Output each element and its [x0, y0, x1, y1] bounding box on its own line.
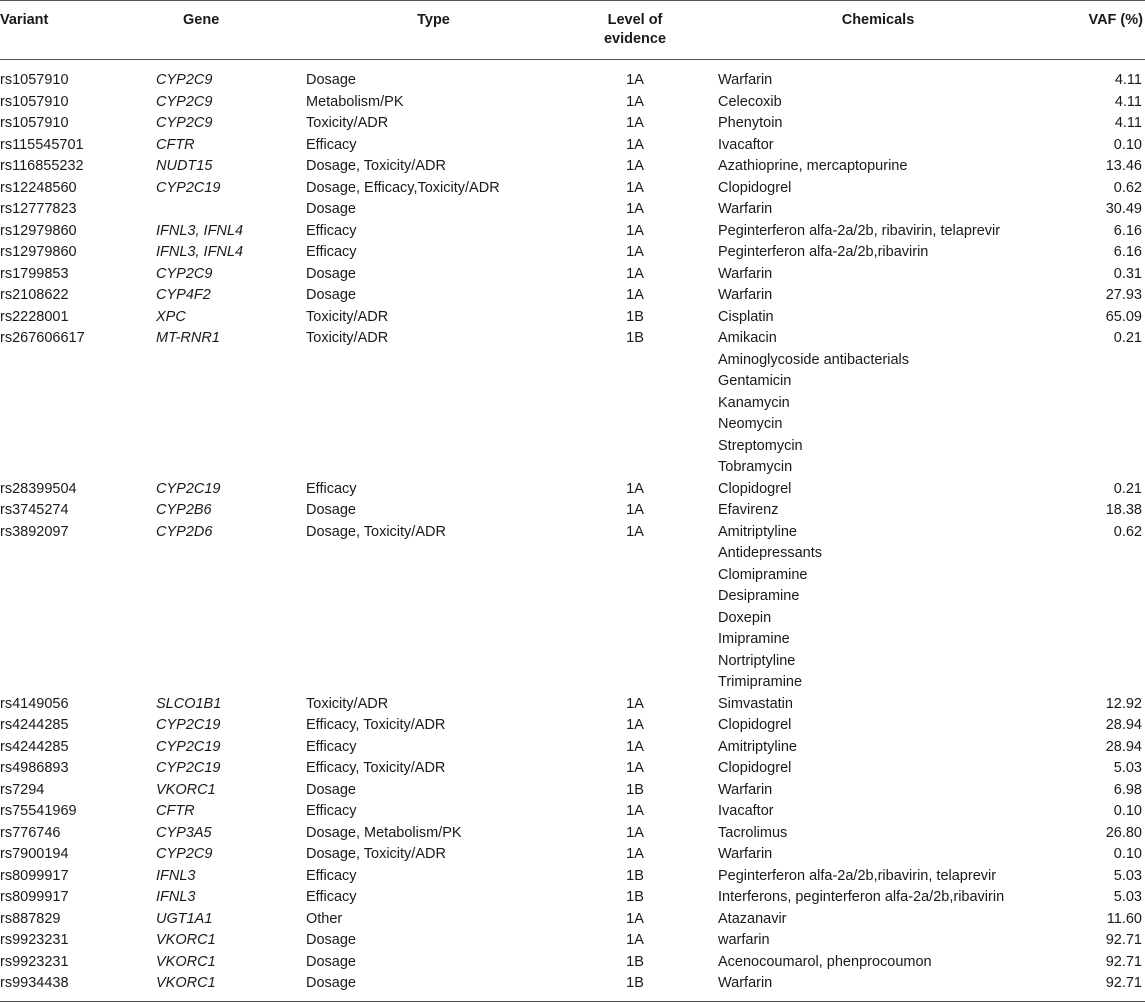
vaf-cell: 65.09	[1105, 308, 1142, 325]
variant-cell: rs1057910	[0, 72, 69, 88]
vaf-cell: 4.11	[1114, 72, 1142, 88]
gene-cell: VKORC1	[156, 975, 216, 991]
variant-cell: rs9934438	[0, 975, 69, 991]
gene-cell: XPC	[156, 308, 186, 325]
level-cell: 1A	[626, 201, 644, 217]
gene-cell: VKORC1	[156, 932, 216, 948]
chemical-name: Desipramine	[718, 588, 800, 604]
vaf-cell: 0.10	[1113, 136, 1142, 153]
table-row	[0, 92, 1145, 114]
chemical-name: Trimipramine	[718, 674, 803, 690]
type-cell: Toxicity/ADR	[306, 115, 389, 131]
variant-cell: rs7900194	[0, 846, 69, 862]
level-cell: 1B	[626, 867, 644, 884]
type-cell: Dosage, Toxicity/ADR	[306, 846, 446, 862]
chemical-name: Interferons, peginterferon alfa-2a/2b,ribavirin	[718, 889, 1005, 905]
chemicals-cell	[709, 285, 1047, 307]
level-cell: 1A	[626, 265, 644, 282]
chemical-name: Acenocoumarol, phenprocoumon	[718, 953, 932, 970]
table-row	[0, 221, 1145, 243]
type-cell: Efficacy	[306, 738, 357, 755]
vaf-cell: 4.11	[1114, 93, 1142, 110]
header-chemicals: Chemicals	[841, 12, 915, 28]
table-row	[0, 866, 1145, 888]
chemical-name: Warfarin	[718, 781, 773, 798]
chemical-name: Tacrolimus	[718, 824, 788, 841]
gene-cell: CYP2C19	[156, 760, 221, 776]
level-cell: 1A	[626, 717, 644, 733]
chemical-name: Clopidogrel	[718, 760, 792, 776]
table-row	[0, 156, 1145, 178]
chemical-name: Warfarin	[718, 287, 773, 303]
table-header	[0, 0, 1145, 59]
gene-cell: IFNL3, IFNL4	[156, 244, 244, 260]
chemical-name: Azathioprine, mercaptopurine	[718, 158, 908, 174]
type-cell: Dosage, Toxicity/ADR	[306, 158, 446, 174]
table-row	[0, 973, 1145, 995]
table-body	[0, 59, 1145, 995]
vaf-cell: 0.62	[1113, 523, 1142, 540]
variant-cell: rs12248560	[0, 179, 77, 196]
gene-cell: CYP4F2	[156, 287, 211, 303]
type-cell: Toxicity/ADR	[306, 330, 389, 346]
chemicals-cell	[709, 221, 1047, 243]
variant-cell: rs887829	[0, 910, 61, 927]
level-cell: 1A	[626, 803, 644, 819]
table-row	[0, 780, 1145, 802]
level-cell: 1A	[626, 222, 644, 239]
vaf-cell: 28.94	[1105, 717, 1142, 733]
chemicals-cell	[709, 156, 1047, 178]
table-row	[0, 285, 1145, 307]
table-row	[0, 328, 1145, 479]
variant-cell: rs75541969	[0, 803, 77, 819]
table-row	[0, 522, 1145, 694]
chemicals-cell	[709, 887, 1047, 909]
chemical-name: Amitriptyline	[718, 738, 797, 755]
chemical-name: Warfarin	[718, 846, 773, 862]
variant-cell: rs115545701	[0, 136, 84, 153]
gene-cell: CYP2C9	[156, 72, 213, 88]
variant-cell: rs28399504	[0, 480, 77, 497]
variant-cell: rs116855232	[0, 158, 84, 174]
chemicals-cell	[709, 522, 1047, 694]
type-cell: Dosage	[306, 72, 356, 88]
vaf-cell: 0.31	[1113, 265, 1142, 282]
chemicals-cell	[709, 758, 1047, 780]
chemicals-cell	[709, 307, 1047, 329]
header-gene: Gene	[183, 12, 220, 28]
vaf-cell: 6.16	[1113, 244, 1142, 260]
variant-cell: rs2108622	[0, 287, 69, 303]
vaf-cell: 92.71	[1105, 932, 1142, 948]
gene-cell: NUDT15	[156, 158, 213, 174]
level-cell: 1A	[626, 244, 644, 260]
vaf-cell: 0.21	[1113, 330, 1142, 346]
level-cell: 1A	[626, 523, 644, 540]
header-type: Type	[417, 12, 450, 28]
chemicals-cell	[709, 780, 1047, 802]
gene-cell: CYP2D6	[156, 523, 213, 540]
vaf-cell: 27.93	[1105, 287, 1142, 303]
type-cell: Efficacy	[306, 803, 357, 819]
chemical-name: Ivacaftor	[718, 803, 774, 819]
type-cell: Efficacy	[306, 222, 357, 239]
chemical-name: Nortriptyline	[718, 652, 796, 669]
chemical-name: Atazanavir	[718, 910, 787, 927]
gene-cell: CYP3A5	[156, 824, 212, 841]
level-cell: 1A	[626, 287, 644, 303]
chemical-name: Peginterferon alfa-2a/2b,ribavirin, telaprevir	[718, 867, 997, 884]
level-cell: 1A	[626, 846, 644, 862]
chemical-name: Doxepin	[718, 609, 772, 626]
chemicals-cell	[709, 479, 1047, 501]
chemical-name: Gentamicin	[718, 373, 792, 389]
chemical-name: Antidepressants	[718, 545, 822, 561]
level-cell: 1A	[626, 93, 644, 110]
gene-cell: CFTR	[156, 136, 195, 153]
chemicals-cell	[709, 823, 1047, 845]
chemicals-cell	[709, 866, 1047, 888]
gene-cell: VKORC1	[156, 781, 216, 798]
chemicals-cell	[709, 737, 1047, 759]
variant-cell: rs4244285	[0, 738, 69, 755]
variant-cell: rs7294	[0, 781, 45, 798]
vaf-cell: 5.03	[1113, 867, 1142, 884]
type-cell: Efficacy, Toxicity/ADR	[306, 760, 446, 776]
chemicals-cell	[709, 952, 1047, 974]
table-row	[0, 59, 1145, 92]
header-level-of-evidence	[561, 0, 709, 59]
chemicals-cell	[709, 909, 1047, 931]
table-row	[0, 737, 1145, 759]
type-cell: Efficacy	[306, 480, 357, 497]
table-row	[0, 715, 1145, 737]
variant-cell: rs9923231	[0, 932, 69, 948]
gene-cell: SLCO1B1	[156, 695, 222, 712]
type-cell: Dosage, Toxicity/ADR	[306, 523, 446, 540]
chemical-name: Clopidogrel	[718, 179, 792, 196]
gene-cell: CYP2C9	[156, 93, 213, 110]
chemical-name: Tobramycin	[718, 459, 793, 475]
gene-cell: CYP2C9	[156, 846, 213, 862]
level-cell: 1A	[626, 136, 644, 153]
table-row	[0, 801, 1145, 823]
vaf-cell: 4.11	[1114, 115, 1142, 131]
table-row	[0, 694, 1145, 716]
table-row	[0, 887, 1145, 909]
vaf-cell: 11.60	[1106, 910, 1142, 927]
chemical-name: Warfarin	[718, 72, 773, 88]
type-cell: Dosage	[306, 265, 356, 282]
variant-cell: rs267606617	[0, 330, 85, 346]
gene-cell: CYP2B6	[156, 502, 212, 518]
type-cell: Efficacy	[306, 867, 357, 884]
chemical-name: Clomipramine	[718, 566, 808, 583]
chemical-name: Neomycin	[718, 416, 783, 432]
vaf-cell: 18.38	[1105, 502, 1142, 518]
chemicals-cell	[709, 328, 1047, 479]
gene-cell: CYP2C19	[156, 480, 221, 497]
variant-cell: rs3745274	[0, 502, 69, 518]
level-cell: 1A	[626, 502, 644, 518]
gene-cell: IFNL3, IFNL4	[156, 222, 244, 239]
type-cell: Dosage	[306, 975, 356, 991]
vaf-cell: 28.94	[1105, 738, 1142, 755]
vaf-cell: 13.46	[1105, 158, 1142, 174]
chemicals-cell	[709, 930, 1047, 952]
table-row	[0, 242, 1145, 264]
table-row	[0, 135, 1145, 157]
chemical-name: Peginterferon alfa-2a/2b, ribavirin, telaprevir	[718, 222, 1001, 239]
chemical-name: Streptomycin	[718, 437, 803, 454]
table-row	[0, 844, 1145, 866]
level-cell: 1B	[626, 889, 644, 905]
header-level-line2: evidence	[603, 31, 667, 47]
variant-cell: rs4986893	[0, 760, 69, 776]
level-cell: 1B	[626, 975, 644, 991]
table-row	[0, 199, 1145, 221]
chemical-name: warfarin	[718, 932, 770, 948]
header-vaf: VAF (%)	[1088, 12, 1143, 28]
type-cell: Toxicity/ADR	[306, 695, 389, 712]
vaf-cell: 0.21	[1113, 480, 1142, 497]
chemical-name: Warfarin	[718, 265, 773, 282]
level-cell: 1A	[626, 824, 644, 841]
chemical-name: Warfarin	[718, 201, 773, 217]
type-cell: Dosage	[306, 201, 356, 217]
level-cell: 1B	[626, 953, 644, 970]
chemicals-cell	[709, 135, 1047, 157]
table-row	[0, 479, 1145, 501]
chemicals-cell	[709, 694, 1047, 716]
level-cell: 1B	[626, 781, 644, 798]
chemicals-cell	[709, 973, 1047, 995]
variant-cell: rs1057910	[0, 115, 69, 131]
gene-cell: MT-RNR1	[156, 330, 220, 346]
chemicals-cell	[709, 242, 1047, 264]
vaf-cell: 5.03	[1113, 889, 1142, 905]
variant-cell: rs2228001	[0, 308, 69, 325]
table-row	[0, 264, 1145, 286]
gene-cell: UGT1A1	[156, 910, 213, 927]
level-cell: 1A	[626, 115, 644, 131]
chemicals-cell	[709, 844, 1047, 866]
level-cell: 1A	[626, 158, 644, 174]
level-cell: 1A	[626, 72, 644, 88]
level-cell: 1A	[626, 738, 644, 755]
header-row	[0, 0, 1145, 59]
type-cell: Dosage	[306, 502, 356, 518]
variant-cell: rs3892097	[0, 523, 69, 540]
type-cell: Efficacy	[306, 136, 357, 153]
chemical-name: Clopidogrel	[718, 480, 792, 497]
type-cell: Dosage	[306, 932, 356, 948]
variant-cell: rs12979860	[0, 222, 77, 239]
gene-cell: CYP2C19	[156, 717, 221, 733]
level-cell: 1A	[626, 480, 644, 497]
type-cell: Other	[306, 910, 343, 927]
chemicals-cell	[709, 113, 1047, 135]
type-cell: Efficacy, Toxicity/ADR	[306, 717, 446, 733]
table-row	[0, 952, 1145, 974]
header-rule	[0, 59, 1145, 60]
type-cell: Metabolism/PK	[306, 93, 404, 110]
variant-cell: rs1799853	[0, 265, 69, 282]
level-cell: 1A	[626, 910, 644, 927]
chemicals-cell	[709, 715, 1047, 737]
chemical-name: Simvastatin	[718, 695, 793, 712]
variant-cell: rs12979860	[0, 244, 77, 260]
header-variant: Variant	[0, 12, 49, 28]
type-cell: Dosage	[306, 953, 356, 970]
gene-cell	[148, 199, 306, 221]
variant-cell: rs8099917	[0, 867, 69, 884]
chemical-name: Peginterferon alfa-2a/2b,ribavirin	[718, 244, 929, 260]
vaf-cell: 92.71	[1105, 975, 1142, 991]
top-rule	[0, 0, 1145, 1]
type-cell: Dosage	[306, 781, 356, 798]
variant-cell: rs9923231	[0, 953, 69, 970]
table-row	[0, 758, 1145, 780]
gene-cell: IFNL3	[156, 889, 196, 905]
chemicals-cell	[709, 264, 1047, 286]
level-cell: 1A	[626, 179, 644, 196]
level-cell: 1A	[626, 760, 644, 776]
chemical-name: Amikacin	[718, 330, 777, 346]
chemicals-cell	[709, 178, 1047, 200]
table-row	[0, 113, 1145, 135]
vaf-cell: 12.92	[1105, 695, 1142, 712]
level-cell: 1B	[626, 308, 644, 325]
chemical-name: Kanamycin	[718, 394, 790, 411]
vaf-cell: 0.10	[1113, 846, 1142, 862]
vaf-cell: 6.16	[1113, 222, 1142, 239]
type-cell: Efficacy	[306, 889, 357, 905]
variant-cell: rs776746	[0, 824, 61, 841]
chemicals-cell	[709, 92, 1047, 114]
level-cell: 1A	[626, 695, 644, 712]
table-row	[0, 930, 1145, 952]
gene-cell: CYP2C19	[156, 738, 221, 755]
gene-cell: CYP2C19	[156, 179, 221, 196]
chemical-name: Phenytoin	[718, 115, 783, 131]
type-cell: Dosage	[306, 287, 356, 303]
table-row	[0, 909, 1145, 931]
chemical-name: Ivacaftor	[718, 136, 774, 153]
chemical-name: Cisplatin	[718, 308, 774, 325]
vaf-cell: 6.98	[1113, 781, 1142, 798]
chemicals-cell	[709, 199, 1047, 221]
chemicals-cell	[709, 801, 1047, 823]
gene-cell: CYP2C9	[156, 115, 213, 131]
variant-cell: rs8099917	[0, 889, 69, 905]
chemicals-cell	[709, 500, 1047, 522]
type-cell: Toxicity/ADR	[306, 308, 389, 325]
type-cell: Dosage, Efficacy,Toxicity/ADR	[306, 179, 500, 196]
table-row	[0, 178, 1145, 200]
variant-cell: rs4244285	[0, 717, 69, 733]
gene-cell: IFNL3	[156, 867, 196, 884]
variant-cell: rs12777823	[0, 201, 77, 217]
vaf-cell: 26.80	[1105, 824, 1142, 841]
level-cell: 1B	[626, 330, 644, 346]
vaf-cell: 30.49	[1105, 201, 1142, 217]
chemicals-cell	[709, 59, 1047, 92]
chemical-name: Clopidogrel	[718, 717, 792, 733]
chemical-name: Amitriptyline	[718, 523, 797, 540]
table-row	[0, 500, 1145, 522]
type-cell: Efficacy	[306, 244, 357, 260]
type-cell: Dosage, Metabolism/PK	[306, 824, 462, 841]
vaf-cell: 0.62	[1113, 179, 1142, 196]
gene-cell: CYP2C9	[156, 265, 213, 282]
gene-cell: VKORC1	[156, 953, 216, 970]
vaf-cell: 5.03	[1113, 760, 1142, 776]
level-cell: 1A	[626, 932, 644, 948]
vaf-cell: 92.71	[1105, 953, 1142, 970]
chemical-name: Aminoglycoside antibacterials	[718, 351, 910, 368]
table-row	[0, 823, 1145, 845]
vaf-cell: 0.10	[1113, 803, 1142, 819]
variant-cell: rs4149056	[0, 695, 69, 712]
variant-cell: rs1057910	[0, 93, 69, 110]
chemical-name: Warfarin	[718, 975, 773, 991]
table-row	[0, 307, 1145, 329]
header-level-line1: Level of	[607, 12, 663, 28]
gene-cell: CFTR	[156, 803, 195, 819]
chemical-name: Celecoxib	[718, 93, 782, 110]
chemical-name: Efavirenz	[718, 502, 779, 518]
chemical-name: Imipramine	[718, 631, 790, 647]
